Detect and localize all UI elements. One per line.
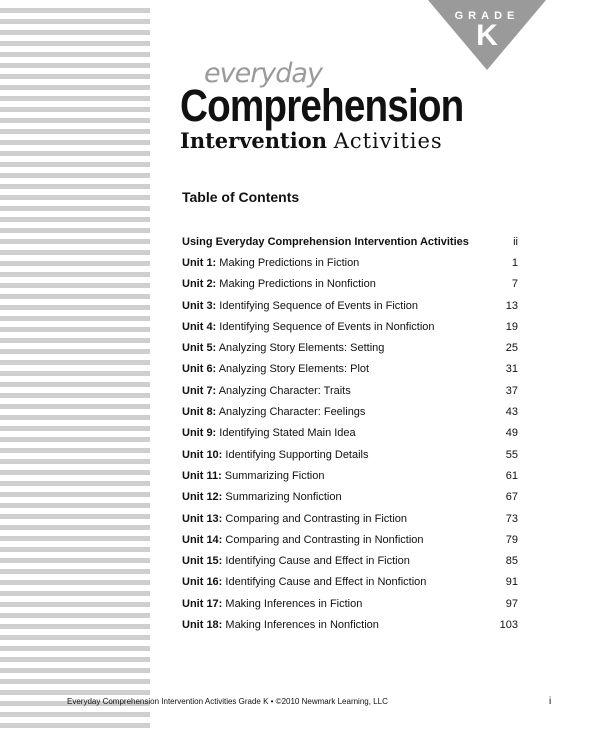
stripe — [0, 503, 150, 508]
stripe — [0, 272, 150, 277]
grade-tab — [428, 0, 546, 70]
toc-entry-text: Identifying Supporting Details — [225, 448, 369, 461]
toc-entry-title — [182, 555, 410, 567]
stripe — [0, 96, 150, 101]
toc-entry-title — [182, 513, 407, 525]
toc-entry-page: 73 — [505, 512, 518, 525]
stripe — [0, 8, 150, 13]
stripe — [0, 723, 150, 728]
toc-entry-unit: Unit 8: — [182, 406, 217, 419]
stripe — [0, 327, 150, 332]
toc-entry-page: 37 — [505, 384, 518, 397]
toc-entry-text: Analyzing Story Elements: Plot — [218, 363, 370, 376]
stripe — [0, 41, 150, 46]
stripe — [0, 63, 150, 68]
stripe — [0, 217, 150, 222]
stripe — [0, 426, 150, 431]
toc-entry-text: Identifying Sequence of Events in Fiction — [219, 299, 419, 312]
toc-entry-page: 13 — [505, 299, 518, 312]
stripe — [0, 228, 150, 233]
toc-entry-text: Analyzing Character: Traits — [218, 384, 351, 397]
stripe — [0, 525, 150, 530]
toc-entry — [182, 614, 518, 635]
decorative-stripes — [0, 0, 150, 733]
toc-entry-page: 49 — [505, 427, 518, 440]
toc-entry-title — [182, 619, 379, 631]
toc-entry-title — [182, 598, 362, 610]
stripe — [0, 558, 150, 563]
toc-entry-unit: Unit 12: — [182, 491, 223, 504]
toc-entry — [182, 274, 518, 295]
stripe — [0, 547, 150, 552]
stripe — [0, 118, 150, 123]
toc-entry-title — [182, 491, 342, 503]
stripe — [0, 151, 150, 156]
toc-entry-page: 1 — [511, 256, 518, 269]
stripe — [0, 481, 150, 486]
toc-entry-page: ii — [513, 235, 518, 248]
toc-entry-text: Identifying Sequence of Events in Nonfiction — [219, 320, 435, 333]
toc-entry-text: Making Predictions in Fiction — [219, 256, 360, 269]
toc-entry-unit: Unit 15: — [182, 555, 223, 568]
toc-entry — [182, 401, 518, 422]
stripe — [0, 492, 150, 497]
toc-entry-text: Identifying Cause and Effect in Nonfiction — [225, 576, 427, 589]
toc-entry-unit: Unit 5: — [182, 342, 217, 355]
toc-entry-page: 67 — [505, 491, 518, 504]
toc-entry-text: Summarizing Fiction — [224, 469, 325, 482]
toc-entry-page: 85 — [505, 555, 518, 568]
stripe — [0, 624, 150, 629]
toc-entry-title — [182, 406, 365, 418]
toc-entry — [182, 423, 518, 444]
toc-entry-page: 19 — [505, 320, 518, 333]
toc-entry — [182, 337, 518, 358]
toc-entry-unit: Unit 2: — [182, 278, 217, 291]
toc-heading: Table of Contents — [182, 189, 300, 205]
stripe — [0, 107, 150, 112]
toc-entry-title — [182, 470, 324, 482]
toc-entry-unit: Unit 14: — [182, 533, 223, 546]
stripe — [0, 19, 150, 24]
toc-entry — [182, 231, 518, 252]
stripe — [0, 283, 150, 288]
stripe — [0, 679, 150, 684]
stripe — [0, 195, 150, 200]
stripe — [0, 250, 150, 255]
toc-entry-unit: Unit 6: — [182, 363, 217, 376]
stripe — [0, 448, 150, 453]
brand-subtitle — [180, 128, 443, 153]
toc-entry — [182, 359, 518, 380]
toc-entry-unit: Unit 11: — [182, 469, 222, 482]
toc-entry-unit: Unit 18: — [182, 618, 223, 631]
stripe — [0, 415, 150, 420]
toc-entry-title — [182, 300, 418, 312]
stripe — [0, 74, 150, 79]
grade-label: GRADE — [454, 10, 520, 22]
stripe — [0, 30, 150, 35]
stripe — [0, 52, 150, 57]
toc-entry-text: Making Inferences in Fiction — [225, 597, 363, 610]
toc-entry — [182, 593, 518, 614]
stripe — [0, 668, 150, 673]
toc-entry — [182, 465, 518, 486]
stripe — [0, 657, 150, 662]
toc-entry-text: Identifying Cause and Effect in Fiction — [225, 555, 410, 568]
stripe — [0, 316, 150, 321]
toc-entry-title — [182, 236, 469, 248]
toc-entry-text: Analyzing Character: Feelings — [218, 406, 366, 419]
toc-entry-text: Using Everyday Comprehension Intervention Activities — [182, 235, 469, 248]
toc-entry-page: 25 — [505, 342, 518, 355]
toc-entry — [182, 550, 518, 571]
toc-entry-title — [182, 534, 424, 546]
toc-entry-page: 61 — [505, 469, 518, 482]
toc-entry-page: 7 — [511, 278, 518, 291]
toc-entry — [182, 444, 518, 465]
toc-entry — [182, 572, 518, 593]
toc-entry-unit: Unit 13: — [182, 512, 223, 525]
toc-entry — [182, 508, 518, 529]
toc-entry — [182, 295, 518, 316]
stripe — [0, 536, 150, 541]
stripe — [0, 569, 150, 574]
stripe — [0, 162, 150, 167]
page-number: i — [549, 696, 552, 707]
toc-entry-title — [182, 342, 384, 354]
toc-entry — [182, 380, 518, 401]
stripe — [0, 85, 150, 90]
stripe — [0, 173, 150, 178]
stripe — [0, 393, 150, 398]
stripe — [0, 602, 150, 607]
stripe — [0, 580, 150, 585]
stripe — [0, 360, 150, 365]
toc-entry-text: Comparing and Contrasting in Fiction — [225, 512, 407, 525]
stripe — [0, 437, 150, 442]
stripe — [0, 338, 150, 343]
toc-entry-page: 79 — [505, 533, 518, 546]
toc-entry-unit: Unit 17: — [182, 597, 223, 610]
toc-entry — [182, 316, 518, 337]
stripe — [0, 514, 150, 519]
stripe — [0, 635, 150, 640]
stripe — [0, 690, 150, 695]
toc-entry-page: 97 — [505, 597, 518, 610]
stripe — [0, 349, 150, 354]
toc-entry-page: 31 — [505, 363, 518, 376]
toc-entry-unit: Unit 3: — [182, 299, 217, 312]
toc-entry-text: Identifying Stated Main Idea — [219, 427, 356, 440]
toc-entry-page: 55 — [505, 448, 518, 461]
toc-entry-unit: Unit 10: — [182, 448, 223, 461]
stripe — [0, 129, 150, 134]
toc-entry-title — [182, 576, 426, 588]
toc-entry-page: 43 — [505, 406, 518, 419]
toc-entry — [182, 487, 518, 508]
grade-level: K — [476, 19, 498, 52]
stripe — [0, 470, 150, 475]
stripe — [0, 382, 150, 387]
toc-entry-unit: Unit 7: — [182, 384, 217, 397]
toc-entry-title — [182, 449, 369, 461]
stripe — [0, 261, 150, 266]
toc-entry-unit: Unit 1: — [182, 256, 217, 269]
toc-entry — [182, 529, 518, 550]
toc-entry-title — [182, 257, 359, 269]
brand-title: Comprehension — [180, 80, 464, 131]
toc-entry — [182, 252, 518, 273]
stripe — [0, 371, 150, 376]
stripe — [0, 591, 150, 596]
toc-list — [182, 231, 518, 636]
toc-entry-title — [182, 278, 376, 290]
stripe — [0, 294, 150, 299]
stripe — [0, 613, 150, 618]
stripe — [0, 140, 150, 145]
stripe — [0, 206, 150, 211]
toc-entry-text: Analyzing Story Elements: Setting — [218, 342, 385, 355]
brand-everyday-wordmark: everyday — [204, 58, 322, 89]
toc-entry-unit: Unit 9: — [182, 427, 217, 440]
stripe — [0, 646, 150, 651]
toc-entry-text: Comparing and Contrasting in Nonfiction — [225, 533, 424, 546]
stripe — [0, 404, 150, 409]
toc-entry-unit: Unit 4: — [182, 320, 217, 333]
toc-entry-title — [182, 321, 435, 333]
stripe — [0, 305, 150, 310]
toc-entry-title — [182, 385, 351, 397]
stripe — [0, 239, 150, 244]
brand-subtitle-bold: Intervention — [180, 128, 327, 153]
footer-text: Everyday Comprehension Intervention Activities Grade K • ©2010 Newmark Learning, LLC — [67, 697, 388, 706]
toc-entry-title — [182, 427, 356, 439]
toc-entry-text: Making Inferences in Nonfiction — [225, 618, 379, 631]
toc-entry-text: Making Predictions in Nonfiction — [219, 278, 376, 291]
stripe — [0, 712, 150, 717]
stripe — [0, 184, 150, 189]
toc-entry-text: Summarizing Nonfiction — [225, 491, 342, 504]
toc-entry-page: 91 — [505, 576, 518, 589]
stripe — [0, 459, 150, 464]
toc-entry-page: 103 — [499, 618, 518, 631]
toc-entry-unit: Unit 16: — [182, 576, 223, 589]
toc-entry-title — [182, 363, 369, 375]
brand-subtitle-rest: Activities — [333, 129, 443, 153]
